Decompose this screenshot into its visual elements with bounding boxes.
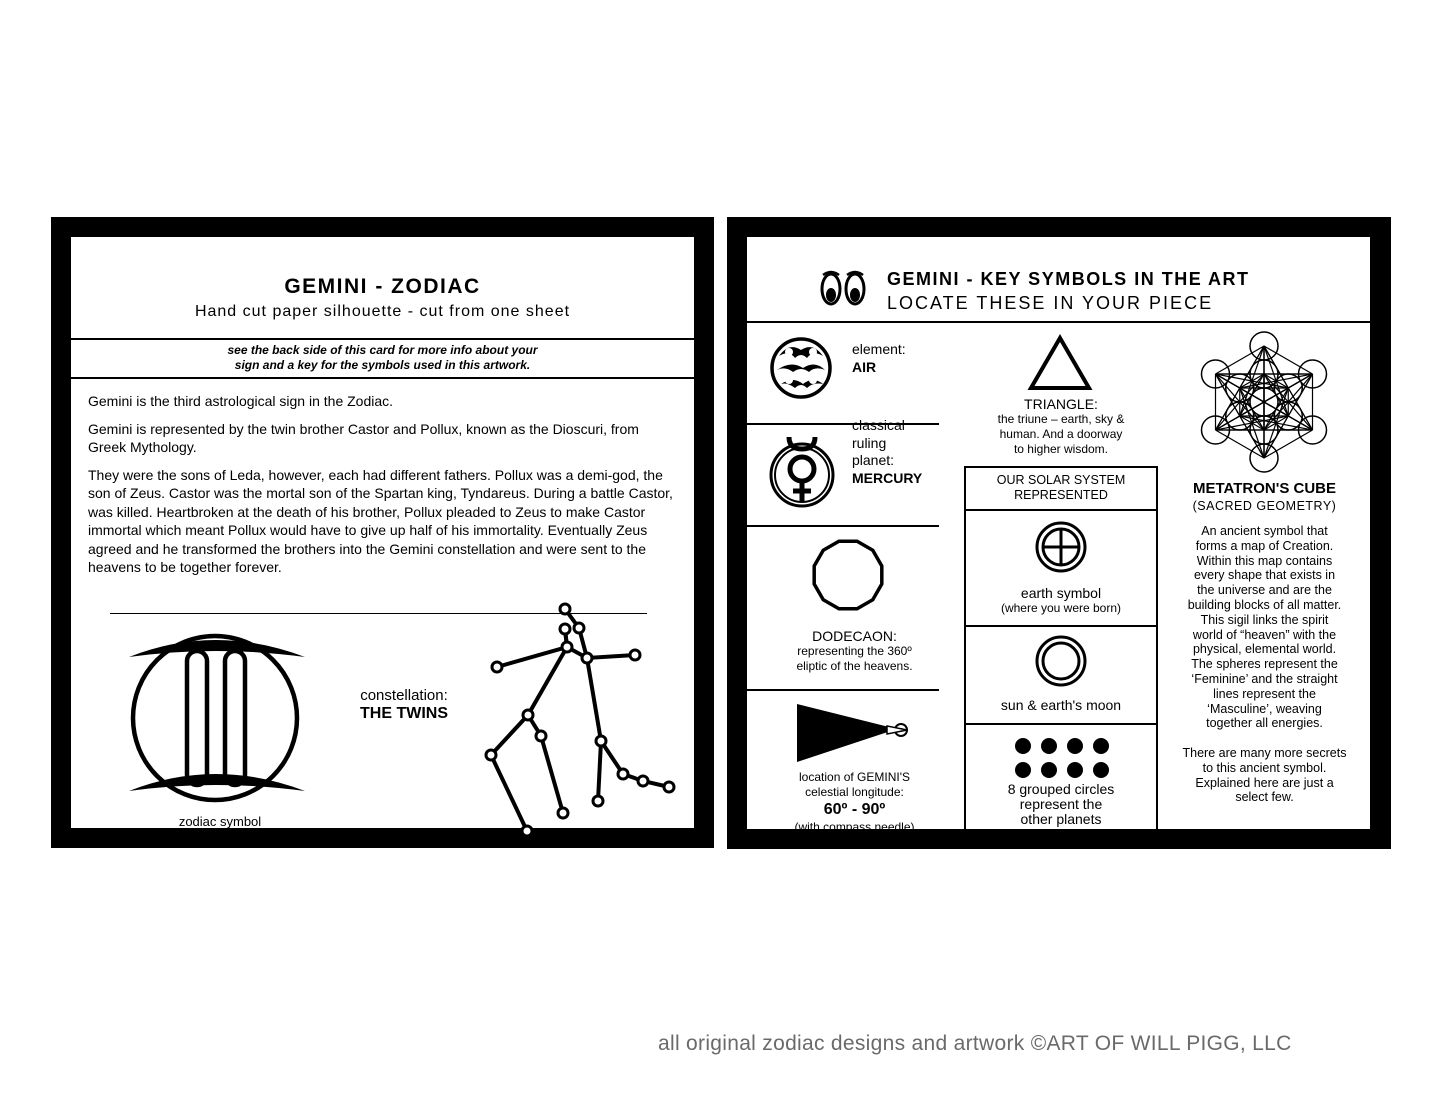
triangle-icon — [1027, 334, 1093, 392]
caption-line: human. And a doorway — [999, 427, 1123, 441]
text-line: world of “heaven” with the — [1192, 627, 1337, 642]
text-line: select few. — [1235, 790, 1294, 805]
caption-line: eliptic of the heavens. — [796, 659, 913, 673]
divider — [71, 377, 694, 379]
text-line: lines represent the — [1213, 686, 1316, 701]
text-line: An ancient symbol that — [1201, 524, 1328, 538]
heading-line: OUR SOLAR SYSTEM — [996, 473, 1126, 487]
divider — [964, 466, 966, 829]
element-value: AIR — [852, 359, 877, 375]
planet-label-line: planet: — [852, 452, 895, 468]
info-card-front — [51, 217, 714, 848]
description — [88, 392, 680, 586]
text-line: physical, elemental world. — [1192, 642, 1337, 657]
planet-circles-caption — [964, 782, 1158, 827]
triangle-title: TRIANGLE: — [1024, 396, 1098, 412]
dodecagon-caption — [747, 629, 962, 674]
compass-needle-icon — [797, 702, 915, 764]
divider — [747, 525, 939, 527]
paragraph: Gemini is represented by the twin brother Castor and Pollux, known as the Dioscuri, from Greek Mythology. — [88, 420, 639, 455]
solar-system-heading — [966, 473, 1156, 503]
divider — [747, 321, 1370, 323]
divider — [1156, 466, 1158, 829]
gemini-zodiac-icon — [125, 631, 305, 805]
caption-line: (with compass needle) — [794, 820, 915, 834]
divider — [964, 625, 1158, 627]
zodiac-caption: zodiac symbol — [178, 814, 262, 829]
card-title: GEMINI - KEY SYMBOLS IN THE ART — [887, 269, 1250, 289]
cube-subtitle: (SACRED GEOMETRY) — [1192, 499, 1337, 513]
copyright-footer: all original zodiac designs and artwork ©ART OF WILL PIGG, LLC — [658, 1032, 1292, 1055]
caption-line: representing the 360º — [797, 644, 912, 658]
text-line: building blocks of all matter. — [1187, 597, 1342, 612]
caption-line: to higher wisdom. — [1013, 442, 1109, 456]
divider — [747, 689, 939, 691]
earth-caption — [964, 585, 1158, 615]
dodecagon-icon — [809, 536, 887, 614]
card-back-content — [747, 237, 1370, 834]
text-line: together all energies. — [1206, 716, 1323, 731]
card-front-content — [71, 237, 694, 828]
air-element-icon — [769, 336, 833, 400]
text-line: Within this map contains — [1196, 553, 1333, 568]
constellation-name: THE TWINS — [360, 705, 448, 722]
text-line: every shape that exists in — [1193, 568, 1336, 583]
cube-title: METATRON'S CUBE — [1192, 480, 1336, 497]
planet-label-line: ruling — [852, 434, 887, 451]
text-line: The spheres represent the — [1191, 657, 1338, 672]
back-side-note — [71, 343, 694, 373]
planet-circles-icon — [1013, 735, 1111, 781]
caption-line: celestial longitude: — [805, 785, 904, 799]
text-line: This sigil links the spirit — [1200, 612, 1329, 627]
caption-line: the triune – earth, sky & — [997, 412, 1125, 426]
planet-label-line: classical — [852, 417, 905, 433]
mercury-icon — [769, 433, 835, 511]
card-subtitle: Hand cut paper silhouette - cut from one sheet — [194, 303, 571, 320]
divider — [964, 509, 1158, 511]
text-line: forms a map of Creation. — [1195, 538, 1334, 553]
sun-moon-icon — [1035, 635, 1087, 687]
constellation-icon — [471, 599, 681, 819]
text-line: to this ancient symbol. — [1202, 760, 1327, 775]
note-line: see the back side of this card for more info about your — [227, 343, 538, 357]
location-value: 60º - 90º — [823, 801, 886, 818]
text-line: ‘Masculine’, weaving — [1207, 701, 1322, 716]
info-card-back — [727, 217, 1391, 849]
eyes-icon — [820, 271, 866, 307]
text-line: ‘Feminine’ and the straight — [1191, 671, 1338, 686]
constellation-label: constellation: — [360, 687, 448, 704]
text-line: There are many more secrets — [1182, 745, 1347, 760]
sun-moon-caption: sun & earth's moon — [1000, 697, 1122, 713]
heading-line: REPRESENTED — [1014, 488, 1108, 502]
divider — [71, 338, 694, 340]
divider — [964, 723, 1158, 725]
text-line: the universe and are the — [1197, 583, 1332, 598]
divider — [964, 466, 1158, 468]
caption-line: other planets — [1020, 811, 1102, 827]
paragraph: Gemini is the third astrological sign in the Zodiac. — [88, 393, 394, 409]
earth-sublabel: (where you were born) — [1000, 601, 1122, 615]
caption-line: 8 grouped circles — [1007, 781, 1115, 797]
metatrons-cube-icon — [1192, 330, 1336, 474]
planet-value: MERCURY — [852, 469, 923, 486]
card-subtitle: LOCATE THESE IN YOUR PIECE — [887, 293, 1214, 313]
paragraph: They were the sons of Leda, however, each had different fathers. Pollux was a demi-god, the son of Zeus. Castor was the mortal son of the Spartan king, Tyndareus. During a battle Castor, was killed. Heartbroken at the death of his brother, Pollux pleaded to Zeus to make Castor immortal which meant Pollux would have to give up half of his immortality. Eventually Zeus agreed and he transformed the brothers into the Gemini constellation and were sent to the heavens to be together forever. — [88, 466, 673, 575]
dodecagon-title: DODECAON: — [812, 628, 897, 644]
card-title: GEMINI - ZODIAC — [284, 275, 481, 298]
cube-description — [1159, 524, 1370, 805]
location-caption — [747, 770, 962, 835]
note-line: sign and a key for the symbols used in this artwork. — [234, 358, 531, 372]
planet-label — [852, 417, 922, 487]
earth-label: earth symbol — [1020, 585, 1102, 601]
element-label: element: — [852, 341, 906, 357]
text-line: Explained here are just a — [1195, 775, 1334, 790]
caption-line: location of GEMINI'S — [799, 770, 910, 784]
earth-symbol-icon — [1035, 521, 1087, 573]
caption-line: represent the — [1019, 796, 1103, 812]
triangle-caption — [964, 397, 1158, 457]
